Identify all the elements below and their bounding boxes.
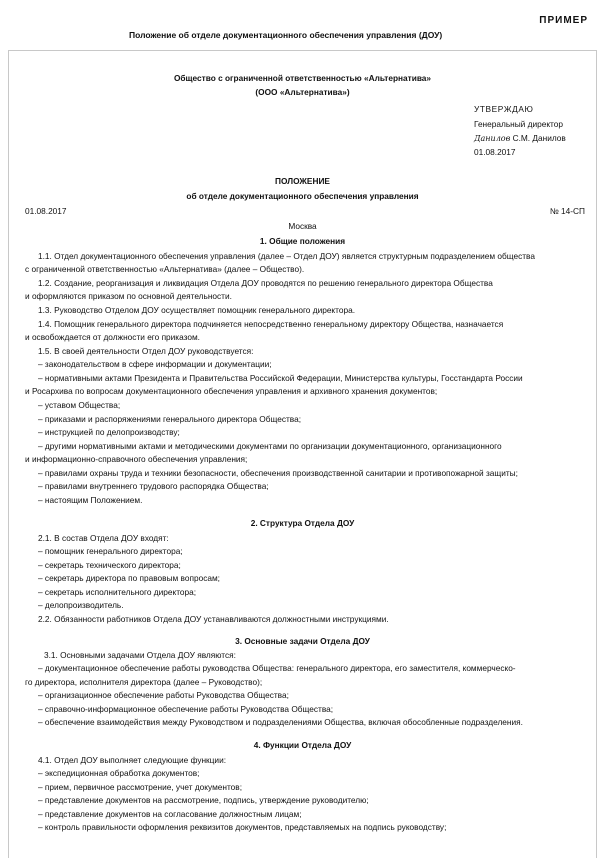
text-line: и оформляются приказом по основной деятельности. xyxy=(25,291,232,301)
text-line: 4.1. Отдел ДОУ выполняет следующие функции: xyxy=(38,755,227,765)
section-heading: 4. Функции Отдела ДОУ xyxy=(253,740,352,750)
text-line: 2.2. Обязанности работников Отдела ДОУ устанавливаются должностными инструкциями. xyxy=(38,614,389,624)
approval-stamp: УТВЕРЖДАЮ xyxy=(474,104,534,114)
list-item: – помощник генерального директора; xyxy=(38,546,183,556)
text-line: 1.1. Отдел документационного обеспечения управления (далее – Отдел ДОУ) является структурным подразделением общества xyxy=(38,251,535,261)
sample-label: ПРИМЕР xyxy=(539,15,588,26)
list-item: – правилами внутреннего трудового распорядка Общества; xyxy=(38,481,269,491)
document-heading: Положение об отделе документационного обеспечения управления (ДОУ) xyxy=(129,30,443,40)
list-item: – прием, первичное рассмотрение, учет документов; xyxy=(38,782,243,792)
list-item: – секретарь директора по правовым вопросам; xyxy=(38,573,220,583)
list-item: – законодательством в сфере информации и документации; xyxy=(38,359,272,369)
list-item: – инструкцией по делопроизводству; xyxy=(38,427,180,437)
list-item: – экспедиционная обработка документов; xyxy=(38,768,200,778)
text-line: с ограниченной ответственностью «Альтернатива» (далее – Общество). xyxy=(25,264,305,274)
document-city: Москва xyxy=(288,221,317,231)
list-item: – секретарь исполнительного директора; xyxy=(38,587,197,597)
text-line: и освобождается от должности его приказом. xyxy=(25,332,200,342)
list-item: – обеспечение взаимодействия между Руководством и подразделениями Общества, включая обособленные подразделения. xyxy=(38,717,523,727)
list-item: – настоящим Положением. xyxy=(38,495,143,505)
list-item: – делопроизводитель. xyxy=(38,600,124,610)
list-item: – справочно-информационное обеспечение работы Руководства Общества; xyxy=(38,704,334,714)
text-line: 1.5. В своей деятельности Отдел ДОУ руководствуется: xyxy=(38,346,254,356)
list-item: – представление документов на согласование должностным лицам; xyxy=(38,809,302,819)
list-item: – другими нормативными актами и методическими документами по организации документационного, организационного xyxy=(38,441,502,451)
handwritten-signature: Данилов xyxy=(474,134,511,143)
text-line: и информационно-справочного обеспечения управления; xyxy=(25,454,248,464)
list-item: – секретарь технического директора; xyxy=(38,560,181,570)
text-line: го директора, исполнителя директора (далее – Руководство); xyxy=(25,677,263,687)
list-item: – представление документов на рассмотрение, подпись, утверждение руководителю; xyxy=(38,795,369,805)
text-line: 1.3. Руководство Отделом ДОУ осуществляет помощник генерального директора. xyxy=(38,305,356,315)
section-heading: 1. Общие положения xyxy=(259,236,346,246)
text-line: 1.4. Помощник генерального директора подчиняется непосредственно генеральному директору Общества, назначается xyxy=(38,319,504,329)
text-line: 2.1. В состав Отдела ДОУ входят: xyxy=(38,533,169,543)
approval-position: Генеральный директор xyxy=(474,119,563,129)
org-short-name: (ООО «Альтернатива») xyxy=(255,87,350,97)
approval-date: 01.08.2017 xyxy=(474,147,516,157)
text-line: и Росархива по вопросам документационного обеспечения управления и архивного хранения документов; xyxy=(25,386,438,396)
org-name: Общество с ограниченной ответственностью «Альтернатива» xyxy=(173,73,432,83)
document-number: № 14-СП xyxy=(549,206,585,216)
list-item: – уставом Общества; xyxy=(38,400,121,410)
list-item: – контроль правильности оформления реквизитов документов, представляемых на подпись руководству; xyxy=(38,822,447,832)
document-title: ПОЛОЖЕНИЕ xyxy=(275,176,330,186)
document-date: 01.08.2017 xyxy=(25,206,67,216)
document-subtitle: об отделе документационного обеспечения управления xyxy=(186,191,419,201)
list-item: – приказами и распоряжениями генерального директора Общества; xyxy=(38,414,302,424)
text-line: 1.2. Создание, реорганизация и ликвидация Отдела ДОУ проводятся по решению генерального директора Общества xyxy=(38,278,493,288)
text-line: 3.1. Основными задачами Отдела ДОУ являются: xyxy=(44,650,236,660)
list-item: – правилами охраны труда и техники безопасности, обеспечения производственной санитарии и противопожарной защиты; xyxy=(38,468,518,478)
list-item: – документационное обеспечение работы руководства Общества: генерального директора, его заместителя, коммерческо- xyxy=(38,663,516,673)
section-heading: 2. Структура Отдела ДОУ xyxy=(250,518,355,528)
list-item: – нормативными актами Президента и Правительства Российской Федерации, Министерства культуры, Госстандарта России xyxy=(38,373,523,383)
list-item: – организационное обеспечение работы Руководства Общества; xyxy=(38,690,289,700)
section-heading: 3. Основные задачи Отдела ДОУ xyxy=(235,636,370,646)
approval-signature-line xyxy=(474,133,566,144)
approval-name: С.М. Данилов xyxy=(512,133,566,143)
